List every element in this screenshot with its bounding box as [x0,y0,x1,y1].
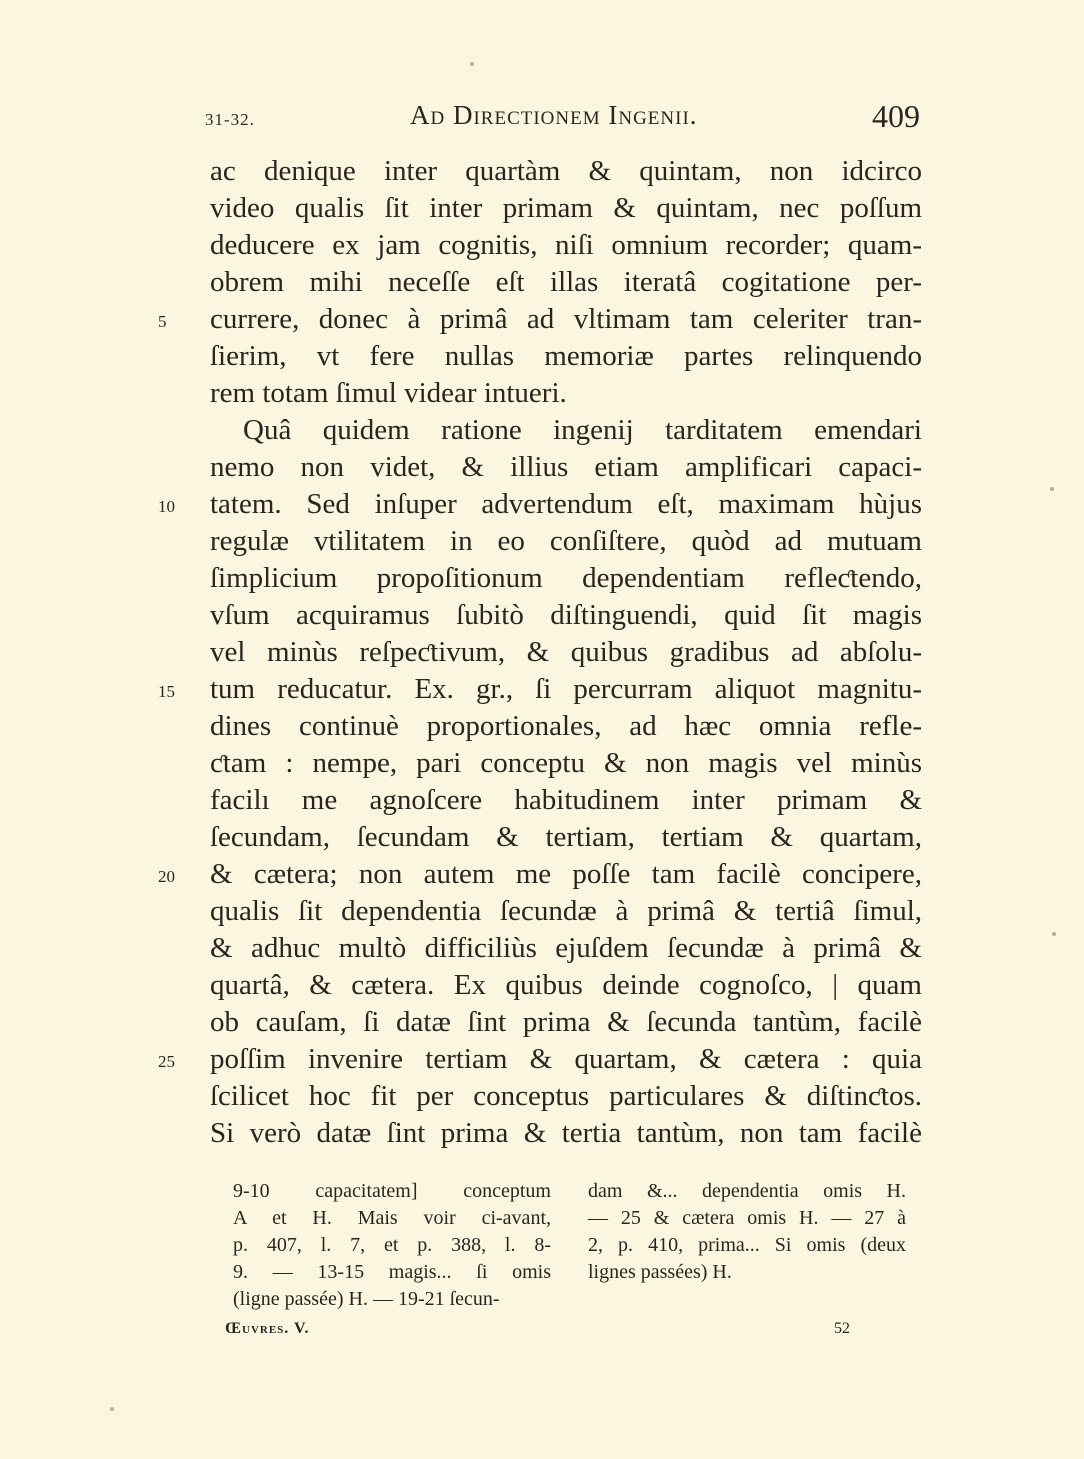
line-text: vſum acquiramus ſubitò diſtinguendi, quid ſit magis [210,599,922,631]
line-text: tatem. Sed inſuper advertendum eſt, maximam hùjus [210,488,922,520]
text-line [210,1078,922,1115]
note-line: lignes passées) H. [588,1261,732,1283]
line-number: 25 [158,1052,175,1071]
text-line [210,745,922,782]
line-text: obrem mihi neceſſe eſt illas iteratâ cogitatione per- [210,266,922,298]
text-line [210,412,922,449]
article-range: 31-32. [205,110,255,129]
line-text: qualis ſit dependentia ſecundæ à primâ & tertiâ ſimul, [210,895,922,927]
line-text: video qualis ſit inter primam & quintam, nec poſſum [210,192,922,224]
line-text: & adhuc multò difficiliùs ejuſdem ſecundæ à primâ & [210,932,922,964]
page-speck [110,1407,114,1411]
main-text [158,153,922,1152]
line-text: poſſim invenire tertiam & quartam, & cætera : quia [210,1043,922,1075]
line-text: currere, donec à primâ ad vltimam tam celeriter tran- [210,303,922,335]
running-title: Ad Directionem Ingenii. [410,100,698,130]
line-number: 10 [158,497,175,516]
text-line [210,893,922,930]
note-line: 9-10 capacitatem] conceptum [233,1180,551,1202]
text-line [158,486,922,523]
text-line [210,819,922,856]
line-text: ſimplicium propoſitionum dependentiam refleƈtendo, [210,562,922,594]
line-text: ſecundam, ſecundam & tertiam, tertiam & quartam, [210,821,922,853]
line-text: ac denique inter quartàm & quintam, non idcirco [210,155,922,187]
text-line [210,782,922,819]
line-text: rem totam ſimul videar intueri. [210,377,567,409]
text-line [210,1004,922,1041]
text-line [158,856,922,893]
line-text: dines continuè proportionales, ad hæc omnia refle- [210,710,922,742]
text-line [210,1115,922,1152]
text-line [210,708,922,745]
page-speck [1050,487,1054,491]
page-speck [470,62,474,66]
note-line: 2, p. 410, prima... Si omis (deux [588,1234,906,1256]
line-text: ſierim, vt fere nullas memoriæ partes relinquendo [210,340,922,372]
text-line [210,190,922,227]
text-line [210,930,922,967]
text-line [210,597,922,634]
text-line [210,449,922,486]
line-text: facilı me agnoſcere habitudinem inter primam & [210,784,922,816]
note-line: — 25 & cætera omis H. — 27 à [588,1207,906,1229]
notes-right-column [588,1178,906,1286]
sheet-number: 52 [834,1320,850,1337]
line-text: nemo non videt, & illius etiam amplificari capaci- [210,451,922,483]
line-text: quartâ, & cætera. Ex quibus deinde cognoſco, | quam [210,969,922,1001]
line-text: & cætera; non autem me poſſe tam facilè concipere, [210,858,922,890]
running-header [205,100,920,140]
text-line [210,634,922,671]
line-text: tum reducatur. Ex. gr., ſi percurram aliquot magnitu- [210,673,922,705]
line-text: ſcilicet hoc fit per conceptus particulares & diſtinƈtos. [210,1080,922,1112]
text-line [210,153,922,190]
text-line [210,523,922,560]
line-number: 15 [158,682,175,701]
text-line [158,1041,922,1078]
text-line [210,375,922,412]
note-line: (ligne passée) H. — 19-21 ſecun- [233,1288,500,1310]
text-line [158,671,922,708]
text-line [210,338,922,375]
page-number: 409 [872,98,920,134]
line-text: Si verò datæ ſint prima & tertia tantùm, non tam facilè [210,1117,922,1149]
line-text: vel minùs reſpeƈtivum, & quibus gradibus ad abſolu- [210,636,922,668]
notes-left-column [233,1178,551,1313]
line-text: ob cauſam, ſi datæ ſint prima & ſecunda tantùm, facilè [210,1006,922,1038]
line-text: Quâ quidem ratione ingenij tarditatem emendari [243,414,922,446]
text-line [210,560,922,597]
text-line [210,967,922,1004]
note-line: dam &... dependentia omis H. [588,1180,906,1202]
page-speck [1052,932,1056,936]
line-text: regulæ vtilitatem in eo conſiſtere, quòd ad mutuam [210,525,922,557]
text-line [158,301,922,338]
note-line: 9. — 13-15 magis... ſi omis [233,1261,551,1283]
line-text: ƈtam : nempe, pari conceptu & non magis vel minùs [210,747,922,779]
line-number: 5 [158,312,167,331]
note-line: A et H. Mais voir ci-avant, [233,1207,551,1229]
text-line [210,227,922,264]
volume-signature: Œuvres. V. [225,1320,310,1337]
line-text: deducere ex jam cognitis, niſi omnium recorder; quam- [210,229,922,261]
note-line: p. 407, l. 7, et p. 388, l. 8- [233,1234,551,1256]
line-number: 20 [158,867,175,886]
page-footer [225,1320,850,1344]
text-line [210,264,922,301]
